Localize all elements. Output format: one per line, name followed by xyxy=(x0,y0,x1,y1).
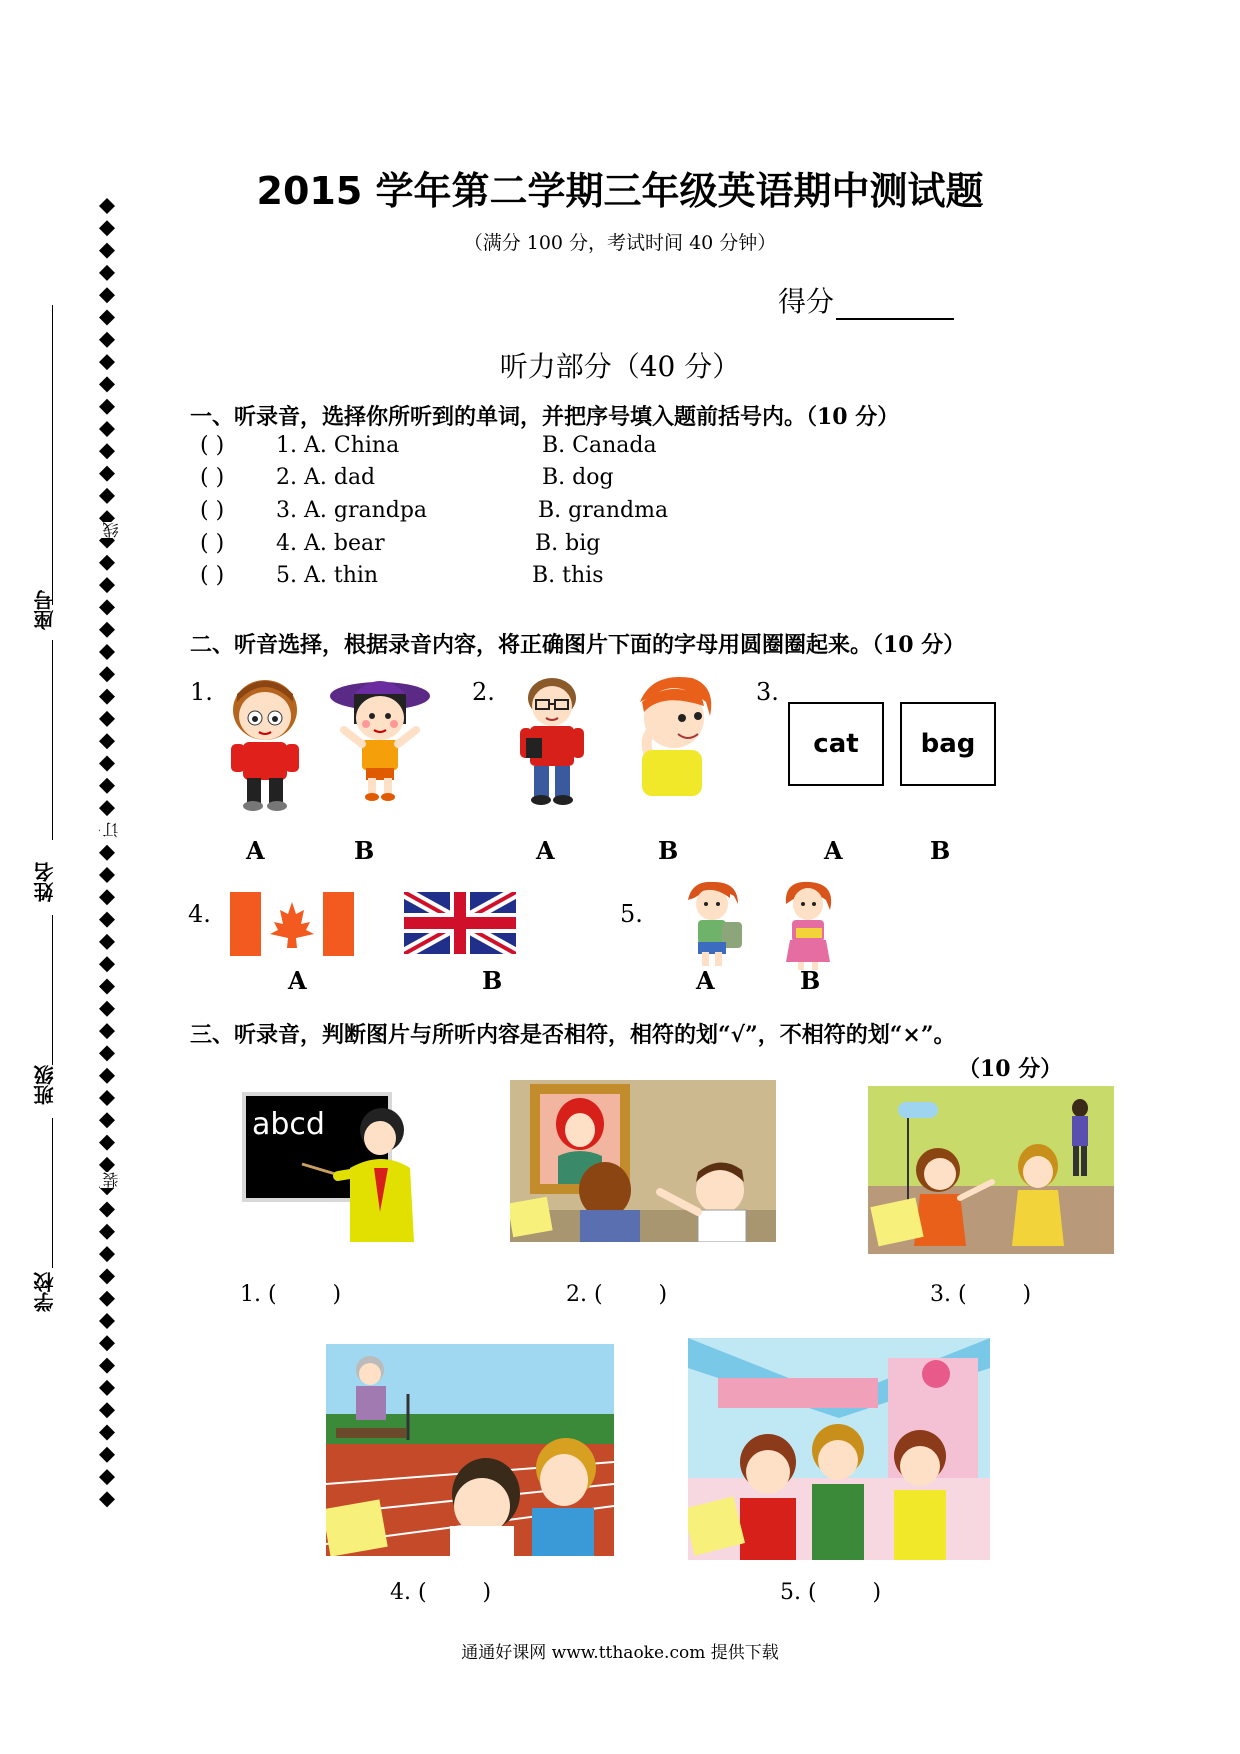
girl-character-image xyxy=(328,672,432,802)
cut-char-install: 装 xyxy=(102,1172,121,1188)
cut-line-diamond xyxy=(99,265,115,281)
cut-line-diamond xyxy=(99,1425,115,1441)
girls-classroom-image xyxy=(868,1086,1114,1254)
s2-q1-option-a[interactable]: A xyxy=(246,836,265,865)
q5-option-a: 5. A. thin xyxy=(276,563,379,588)
score-label: 得分 xyxy=(778,285,835,318)
cut-char-line: 线 xyxy=(102,522,121,538)
woman-with-book-image xyxy=(772,880,844,972)
cut-line-diamond xyxy=(99,577,115,593)
s2-q4-number: 4. xyxy=(188,900,211,928)
cut-line-diamond xyxy=(99,1157,115,1173)
girl-with-bag-image xyxy=(678,880,750,970)
s2-q3-option-b[interactable]: B xyxy=(930,836,951,865)
cut-line-diamond xyxy=(99,421,115,437)
word-card-cat: cat xyxy=(788,702,884,786)
cut-line-diamond xyxy=(99,555,115,571)
q1-row xyxy=(200,433,1000,463)
cut-line-diamond xyxy=(99,1112,115,1128)
thinking-boy-image xyxy=(622,672,722,800)
cut-line-diamond xyxy=(99,488,115,504)
cut-line-diamond xyxy=(99,1090,115,1106)
cut-line-diamond xyxy=(99,1202,115,1218)
name-line xyxy=(52,640,53,840)
s2-q2-option-a[interactable]: A xyxy=(536,836,555,865)
answer-paren[interactable]: ( ) xyxy=(200,433,225,458)
q2-option-b: B. dog xyxy=(542,465,614,490)
cut-line-diamond xyxy=(99,399,115,415)
q5-row xyxy=(200,563,1000,593)
uk-flag-image xyxy=(404,892,516,954)
cut-line-diamond xyxy=(99,1023,115,1039)
section3-points: （10 分） xyxy=(958,1056,1063,1082)
s3-answer-4[interactable]: 4. ( ) xyxy=(390,1580,492,1605)
cut-line-diamond xyxy=(99,845,115,861)
s2-q5-option-a[interactable]: A xyxy=(696,966,715,995)
s2-q1-option-b[interactable]: B xyxy=(354,836,375,865)
teacher-blackboard-image xyxy=(242,1092,422,1244)
s3-answer-3[interactable]: 3. ( ) xyxy=(930,1282,1032,1307)
s2-q1-number: 1. xyxy=(190,678,213,706)
cut-line-diamond xyxy=(99,1068,115,1084)
seat-label: 座号 xyxy=(33,590,57,630)
canada-flag-image xyxy=(230,892,354,956)
s2-q4-option-a[interactable]: A xyxy=(288,966,307,995)
q4-row xyxy=(200,531,1000,561)
blackboard-text: abcd xyxy=(252,1107,325,1142)
cut-line-diamond xyxy=(99,1291,115,1307)
section2-heading: 二、听音选择，根据录音内容，将正确图片下面的字母用圆圈圈起来。（10 分） xyxy=(190,632,966,658)
class-line xyxy=(52,915,53,1065)
q1-option-b: B. Canada xyxy=(542,433,657,458)
cut-line-diamond xyxy=(99,599,115,615)
s3-answer-2[interactable]: 2. ( ) xyxy=(566,1282,668,1307)
section1-heading: 一、听录音，选择你所听到的单词，并把序号填入题前括号内。（10 分） xyxy=(190,404,900,430)
s3-answer-1[interactable]: 1. ( ) xyxy=(240,1282,342,1307)
cut-line-diamond xyxy=(99,1402,115,1418)
word-card-bag: bag xyxy=(900,702,996,786)
class-label: 班级 xyxy=(33,1065,57,1105)
q4-option-a: 4. A. bear xyxy=(276,531,385,556)
q4-option-b: B. big xyxy=(535,531,601,556)
exam-subtitle: （满分 100 分，考试时间 40 分钟） xyxy=(463,232,777,254)
s2-q5-number: 5. xyxy=(620,900,643,928)
cut-line-diamond xyxy=(99,1045,115,1061)
section3-heading: 三、听录音，判断图片与所听内容是否相符，相符的划“√”，不相符的划“×”。 xyxy=(190,1022,956,1048)
answer-paren[interactable]: ( ) xyxy=(200,563,225,588)
cut-line-diamond xyxy=(99,733,115,749)
s2-q2-number: 2. xyxy=(472,678,495,706)
s2-q4-option-b[interactable]: B xyxy=(482,966,503,995)
cut-line-diamond xyxy=(99,443,115,459)
cut-line-diamond xyxy=(99,778,115,794)
cut-line-diamond xyxy=(99,1469,115,1485)
cut-line-diamond xyxy=(99,466,115,482)
q5-option-b: B. this xyxy=(532,563,604,588)
cut-line-diamond xyxy=(99,956,115,972)
answer-paren[interactable]: ( ) xyxy=(200,498,225,523)
cut-line-diamond xyxy=(99,644,115,660)
cut-line-diamonds xyxy=(97,198,117,1512)
boys-pointing-picture-image xyxy=(510,1080,776,1242)
cut-line-diamond xyxy=(99,287,115,303)
cut-line-diamond xyxy=(99,1135,115,1151)
s2-q5-option-b[interactable]: B xyxy=(800,966,821,995)
cut-line-diamond xyxy=(99,1313,115,1329)
answer-paren[interactable]: ( ) xyxy=(200,531,225,556)
exam-title: 2015 学年第二学期三年级英语期中测试题 xyxy=(256,169,984,213)
cut-line-diamond xyxy=(99,1246,115,1262)
cut-line-diamond xyxy=(99,889,115,905)
s2-q2-option-b[interactable]: B xyxy=(658,836,679,865)
cut-char-bind: 订 xyxy=(102,822,121,838)
q1-option-a: 1. A. China xyxy=(276,433,400,458)
boys-fair-picture-image xyxy=(688,1338,990,1560)
cut-line-diamond xyxy=(99,1491,115,1507)
s3-answer-5[interactable]: 5. ( ) xyxy=(780,1580,882,1605)
q2-option-a: 2. A. dad xyxy=(276,465,376,490)
answer-paren[interactable]: ( ) xyxy=(200,465,225,490)
school-line xyxy=(52,1118,53,1268)
name-label: 姓名 xyxy=(33,862,57,902)
q3-row xyxy=(200,498,1000,528)
cut-line-diamond xyxy=(99,867,115,883)
cut-line-diamond xyxy=(99,310,115,326)
cut-line-diamond xyxy=(99,1268,115,1284)
cut-line-diamond xyxy=(99,1335,115,1351)
cut-line-diamond xyxy=(99,689,115,705)
boys-track-picture-image xyxy=(326,1344,614,1556)
boy-character-image xyxy=(225,672,305,812)
s2-q3-number: 3. xyxy=(756,678,779,706)
cut-line-diamond xyxy=(99,934,115,950)
cut-line-diamond xyxy=(99,1447,115,1463)
cut-line-diamond xyxy=(99,622,115,638)
footer-source: 通通好课网 www.tthaoke.com 提供下载 xyxy=(461,1643,779,1663)
s2-q3-option-a[interactable]: A xyxy=(824,836,843,865)
q3-option-b: B. grandma xyxy=(538,498,669,523)
school-label: 学校 xyxy=(33,1272,57,1312)
cut-line-diamond xyxy=(99,912,115,928)
cut-line-diamond xyxy=(99,1380,115,1396)
cut-line-diamond xyxy=(99,1001,115,1017)
cut-line-diamond xyxy=(99,979,115,995)
cut-line-diamond xyxy=(99,1224,115,1240)
cut-line-diamond xyxy=(99,711,115,727)
q3-option-a: 3. A. grandpa xyxy=(276,498,428,523)
cut-line-diamond xyxy=(99,666,115,682)
cut-line-diamond xyxy=(99,800,115,816)
q2-row xyxy=(200,465,1000,495)
cut-line-diamond xyxy=(99,756,115,772)
cut-line-diamond xyxy=(99,1358,115,1374)
score-blank[interactable] xyxy=(836,290,954,320)
man-with-glasses-image xyxy=(512,672,592,807)
part-heading: 听力部分（40 分） xyxy=(499,350,741,383)
score-field[interactable] xyxy=(778,280,954,320)
